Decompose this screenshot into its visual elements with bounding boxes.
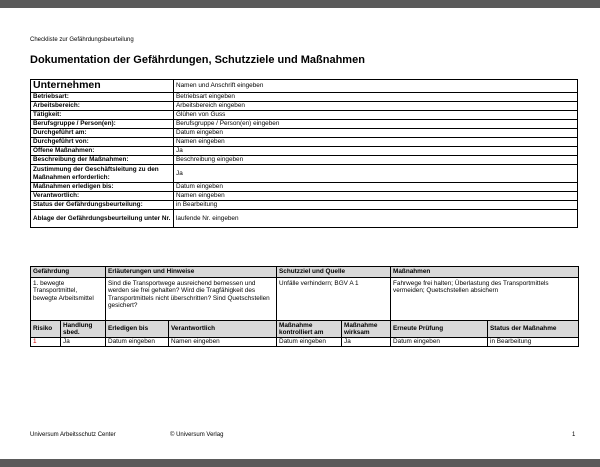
hazard-massnahmen: Fahrwege frei halten; Überlastung des Transportmittels vermeiden; Quetschstellen absichern bbox=[391, 278, 579, 321]
info-value: Glühen von Guss bbox=[174, 111, 578, 120]
info-label: Status der Gefährdungsbeurteilung: bbox=[31, 201, 174, 210]
subheader-kontrolliert: Maßnahme kontrolliert am bbox=[277, 321, 342, 338]
info-row bbox=[31, 80, 578, 93]
subheader-handlungsbed: Handlung sbed. bbox=[61, 321, 106, 338]
value-risiko: 1 bbox=[31, 338, 61, 347]
document-label: Checkliste zur Gefährdungsbeurteilung bbox=[30, 37, 134, 43]
measure-header-row bbox=[31, 321, 579, 338]
hazard-schutzziel: Unfälle verhindern; BGV A 1 bbox=[277, 278, 391, 321]
value-kontrolliert: Datum eingeben bbox=[277, 338, 342, 347]
info-label: Durchgeführt am: bbox=[31, 129, 174, 138]
info-label: Arbeitsbereich: bbox=[31, 102, 174, 111]
info-row bbox=[31, 111, 578, 120]
info-value: Namen eingeben bbox=[174, 192, 578, 201]
hazard-gefaehrdung: 1. bewegte Transportmittel, bewegte Arbeitsmittel bbox=[31, 278, 106, 321]
info-label: Beschreibung der Maßnahmen: bbox=[31, 156, 174, 165]
measure-data-row bbox=[31, 338, 579, 347]
info-row bbox=[31, 120, 578, 129]
info-value: Ja bbox=[174, 165, 578, 183]
info-row bbox=[31, 201, 578, 210]
info-row bbox=[31, 102, 578, 111]
info-row bbox=[31, 192, 578, 201]
value-status: in Bearbeitung bbox=[488, 338, 579, 347]
info-label: Tätigkeit: bbox=[31, 111, 174, 120]
subheader-erledigen-bis: Erledigen bis bbox=[106, 321, 169, 338]
value-erledigen-bis: Datum eingeben bbox=[106, 338, 169, 347]
value-pruefung: Datum eingeben bbox=[391, 338, 488, 347]
subheader-wirksam: Maßnahme wirksam bbox=[342, 321, 391, 338]
info-value: Datum eingeben bbox=[174, 183, 578, 192]
info-value: Arbeitsbereich eingeben bbox=[174, 102, 578, 111]
info-value: Beschreibung eingeben bbox=[174, 156, 578, 165]
info-label: Maßnahmen erledigen bis: bbox=[31, 183, 174, 192]
info-row bbox=[31, 210, 578, 228]
info-label: Offene Maßnahmen: bbox=[31, 147, 174, 156]
value-wirksam: Ja bbox=[342, 338, 391, 347]
subheader-status: Status der Maßnahme bbox=[488, 321, 579, 338]
info-label: Ablage der Gefährdungsbeurteilung unter Nr. bbox=[31, 210, 174, 228]
info-label: Durchgeführt von: bbox=[31, 138, 174, 147]
info-value: in Bearbeitung bbox=[174, 201, 578, 210]
document-title: Dokumentation der Gefährdungen, Schutzziele und Maßnahmen bbox=[30, 54, 365, 66]
hazard-table bbox=[30, 266, 579, 347]
value-handlungsbed: Ja bbox=[61, 338, 106, 347]
info-value: Datum eingeben bbox=[174, 129, 578, 138]
subheader-pruefung: Erneute Prüfung bbox=[391, 321, 488, 338]
info-row bbox=[31, 147, 578, 156]
info-row bbox=[31, 138, 578, 147]
info-table bbox=[30, 79, 578, 228]
header-schutzziel: Schutzziel und Quelle bbox=[277, 267, 391, 278]
info-value: Namen und Anschrift eingeben bbox=[174, 80, 578, 93]
info-value: Namen eingeben bbox=[174, 138, 578, 147]
info-label: Zustimmung der Geschäftsleitung zu den Maßnahmen erforderlich: bbox=[31, 165, 174, 183]
header-gefaehrdung: Gefährdung bbox=[31, 267, 106, 278]
info-row bbox=[31, 93, 578, 102]
hazard-row bbox=[31, 278, 579, 321]
footer-center: © Universum Verlag bbox=[170, 432, 224, 438]
info-label: Betriebsart: bbox=[31, 93, 174, 102]
subheader-risiko: Risiko bbox=[31, 321, 61, 338]
hazard-erlaeuterungen: Sind die Transportwege ausreichend bemessen und werden sie frei gehalten? Wird die Tragfähigkeit des Transportmittels nicht überschritten? Sind Quetschstellen gesichert? bbox=[106, 278, 277, 321]
hazard-header-row bbox=[31, 267, 579, 278]
info-row bbox=[31, 165, 578, 183]
info-value: Ja bbox=[174, 147, 578, 156]
info-label: Berufsgruppe / Person(en): bbox=[31, 120, 174, 129]
info-value: Berufsgruppe / Person(en) eingeben bbox=[174, 120, 578, 129]
document-page bbox=[0, 8, 600, 459]
value-verantwortlich: Namen eingeben bbox=[169, 338, 277, 347]
header-massnahmen: Maßnahmen bbox=[391, 267, 579, 278]
info-label: Unternehmen bbox=[31, 80, 174, 93]
info-row bbox=[31, 129, 578, 138]
subheader-verantwortlich: Verantwortlich bbox=[169, 321, 277, 338]
info-row bbox=[31, 183, 578, 192]
info-value: laufende Nr. eingeben bbox=[174, 210, 578, 228]
header-erlaeuterungen: Erläuterungen und Hinweise bbox=[106, 267, 277, 278]
page-number: 1 bbox=[572, 432, 576, 438]
info-label: Verantwortlich: bbox=[31, 192, 174, 201]
footer-left: Universum Arbeitsschutz Center bbox=[30, 432, 116, 438]
info-value: Betriebsart eingeben bbox=[174, 93, 578, 102]
info-row bbox=[31, 156, 578, 165]
